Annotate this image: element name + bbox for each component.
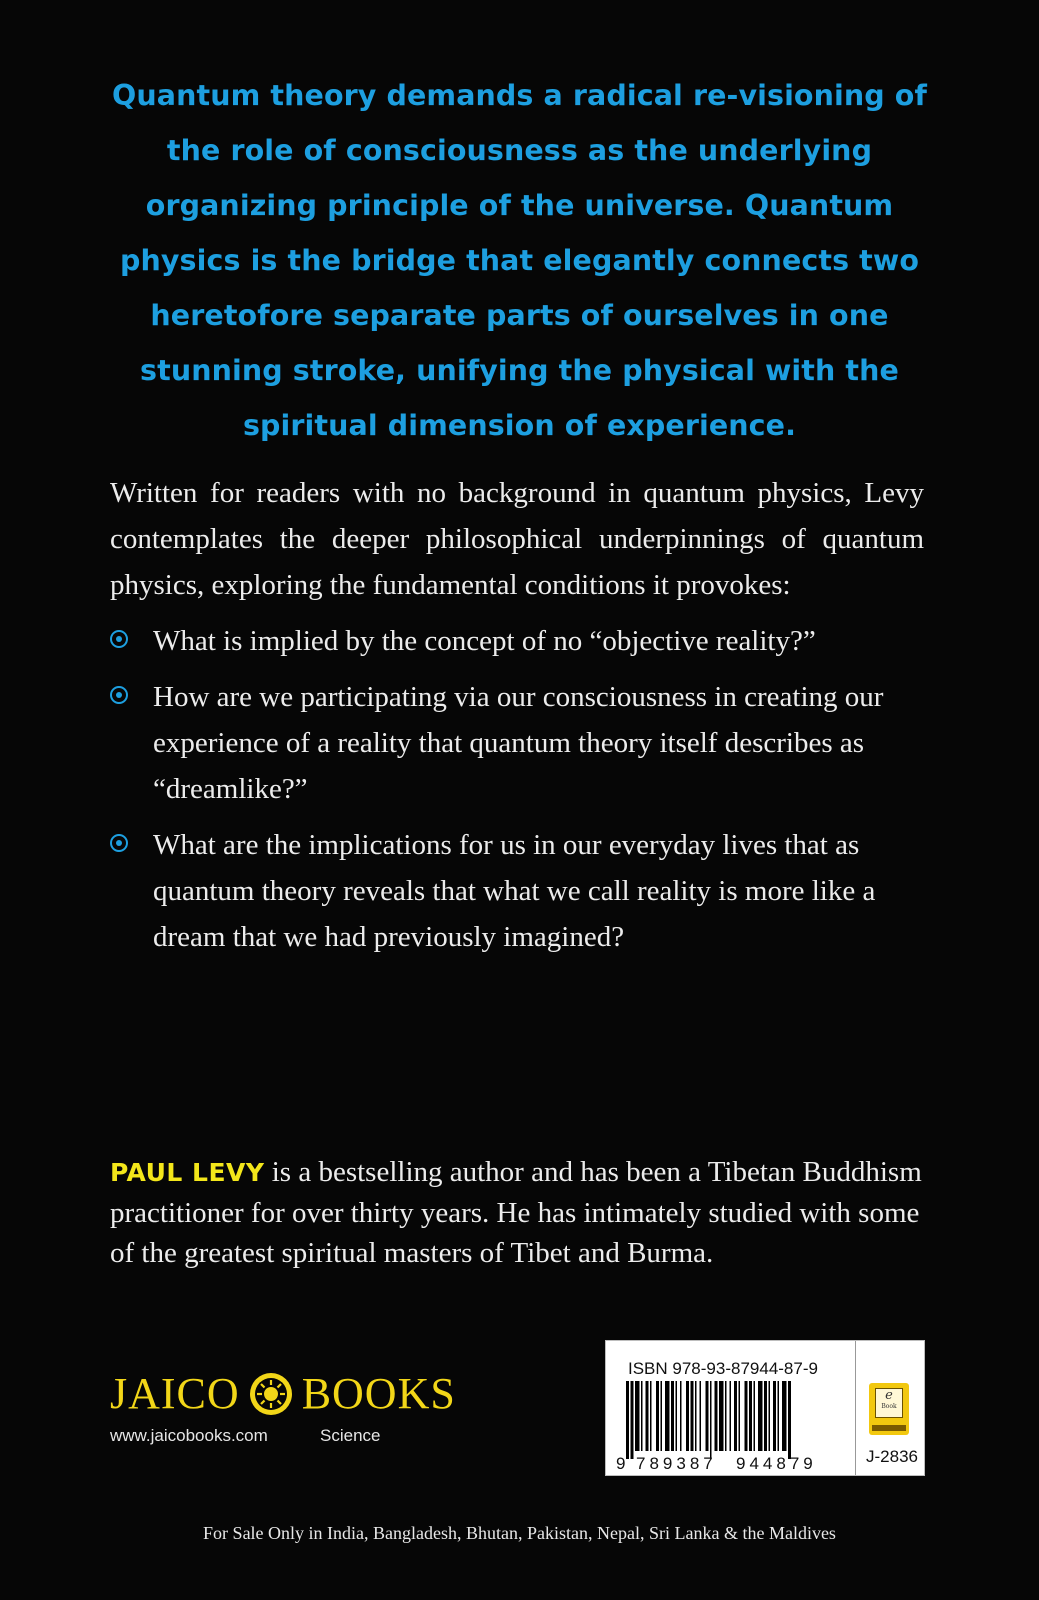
barcode-bar (706, 1381, 709, 1451)
sale-note: For Sale Only in India, Bangladesh, Bhutan, Pakistan, Nepal, Sri Lanka & the Maldives (203, 1523, 836, 1543)
barcode-bar (739, 1381, 741, 1451)
ebook-badge-book: Book (881, 1403, 897, 1410)
barcode-bar (730, 1381, 732, 1451)
barcode-bar (773, 1381, 776, 1451)
circle-bullet-icon (110, 630, 128, 648)
barcode-bar (745, 1381, 748, 1451)
list-item (110, 618, 924, 664)
barcode-bar (758, 1381, 763, 1451)
publisher-url: www.jaicobooks.com (110, 1426, 268, 1445)
barcode-bar (641, 1381, 643, 1451)
publisher-name-left: JAICO (110, 1369, 240, 1418)
barcode-bar (631, 1381, 634, 1459)
barcode-bar (656, 1381, 659, 1451)
barcode-bar (671, 1381, 674, 1451)
barcode-bar (646, 1381, 649, 1451)
question-list (110, 618, 924, 970)
barcode-digit-lead: 9 (616, 1454, 626, 1471)
barcode-digits-right: 944879 (736, 1454, 817, 1471)
barcode-bar (749, 1381, 752, 1451)
barcode-bar (769, 1381, 771, 1451)
question-text: How are we participating via our consciousness in creating our experience of a reality that quantum theory itself describes as “dreamlike?” (153, 681, 884, 805)
sun-emblem-icon (248, 1371, 294, 1417)
barcode-bar (734, 1381, 737, 1451)
intro-paragraph: Written for readers with no background in quantum physics, Levy contemplates the deeper philosophical underpinnings of quantum physics, exploring the fundamental conditions it provokes: (110, 477, 924, 601)
barcode-bar (676, 1381, 678, 1451)
barcode-bar (788, 1381, 791, 1459)
barcode-bar (626, 1381, 629, 1459)
barcode-bar (778, 1381, 780, 1451)
barcode-icon (616, 1381, 846, 1471)
barcode-bar (764, 1381, 767, 1451)
ebook-panel (855, 1341, 924, 1475)
pull-quote: Quantum theory demands a radical re-visioning of the role of consciousness as the underlying organizing principle of the universe. Quantum physics is the bridge that elegantly connects two heretofore separate parts of ourselves in one stunning stroke, unifying the physical with the spiritual dimension of experience. (112, 79, 927, 442)
author-bio (110, 1152, 924, 1273)
barcode-bar (782, 1381, 787, 1451)
barcode-bar (725, 1381, 727, 1451)
barcode-bar (695, 1381, 697, 1451)
isbn-text: ISBN 978-93-87944-87-9 (628, 1359, 818, 1378)
book-category: Science (320, 1426, 381, 1445)
author-name: PAUL LEVY (110, 1158, 265, 1187)
list-item (110, 674, 924, 812)
barcode-bar (715, 1381, 718, 1451)
barcode-bar (719, 1381, 724, 1451)
barcode-label (605, 1340, 925, 1476)
publisher-meta (110, 1426, 470, 1446)
ebook-badge-stripe (872, 1425, 906, 1431)
barcode-bar (700, 1381, 702, 1451)
book-code: J-2836 (866, 1447, 918, 1466)
list-item (110, 822, 924, 960)
barcode-bar (710, 1381, 712, 1459)
question-text: What is implied by the concept of no “objective reality?” (153, 625, 816, 657)
barcode-bar (754, 1381, 756, 1451)
publisher-logo (110, 1368, 470, 1420)
publisher-block (110, 1368, 470, 1448)
barcode-bar (680, 1381, 682, 1451)
author-bio-text: is a bestselling author and has been a Tibetan Buddhism practitioner for over thirty years. He has intimately studied with some of the greatest spiritual masters of Tibet and Burma. (110, 1156, 922, 1269)
question-text: What are the implications for us in our everyday lives that as quantum theory reveals that what we call reality is more like a dream that we had previously imagined? (153, 829, 876, 953)
circle-bullet-icon (110, 834, 128, 852)
ebook-badge-e: e (885, 1388, 893, 1403)
barcode-digits-left: 789387 (636, 1454, 717, 1471)
ebook-badge-label (875, 1388, 903, 1418)
ebook-available-icon (869, 1383, 909, 1435)
circle-bullet-icon (110, 686, 128, 704)
barcode-bar (635, 1381, 640, 1451)
barcode-bar (650, 1381, 652, 1451)
barcode-bar (665, 1381, 670, 1451)
barcode-bar (691, 1381, 694, 1451)
barcode-bar (686, 1381, 689, 1451)
barcode-bar (661, 1381, 663, 1451)
publisher-name-right: BOOKS (301, 1369, 456, 1418)
